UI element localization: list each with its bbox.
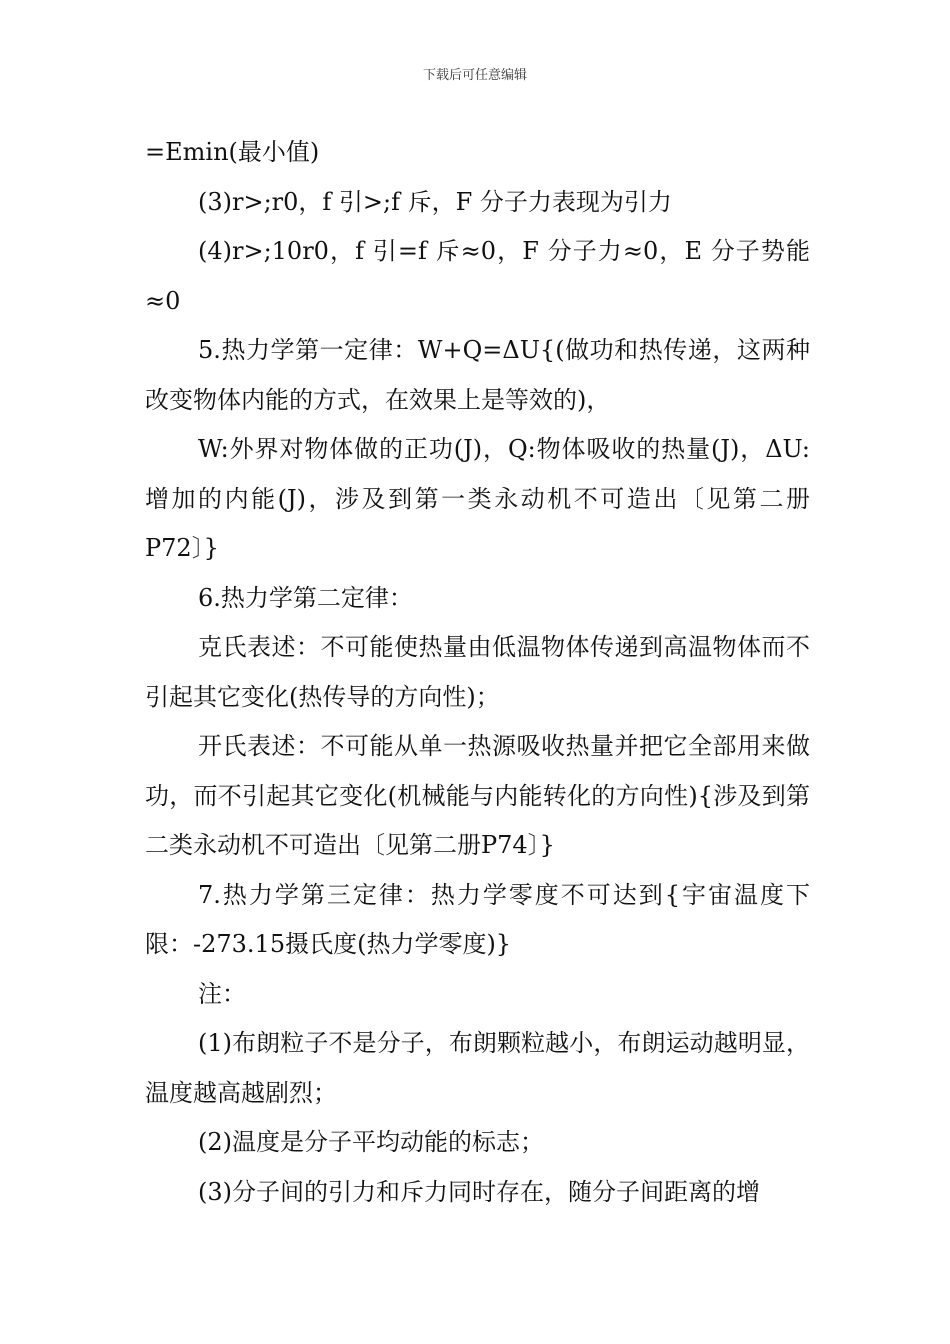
paragraph-note-1: (1)布朗粒子不是分子，布朗颗粒越小，布朗运动越明显，温度越高越剧烈；: [145, 1029, 810, 1107]
document-body: [145, 128, 810, 1217]
paragraph-item-3: (3)r>;r0，f 引>;f 斥，F 分子力表现为引力: [198, 187, 672, 216]
paragraph-item-4: (4)r>;10r0，f 引=f 斥≈0，F 分子力≈0，E 分子势能≈0: [145, 237, 810, 315]
paragraph-first-law: 5.热力学第一定律：W+Q=ΔU{(做功和热传递，这两种改变物体内能的方式，在效果上是等效的)，: [145, 336, 810, 414]
paragraph-kelvin-statement: 开氏表述：不可能从单一热源吸收热量并把它全部用来做功，而不引起其它变化(机械能与内能转化的方向性){涉及到第二类永动机不可造出〔见第二册P74〕}: [145, 732, 810, 859]
paragraph-third-law: 7.热力学第三定律：热力学零度不可达到{宇宙温度下限：-273.15摄氏度(热力学零度)}: [145, 880, 810, 958]
paragraph-second-law: 6.热力学第二定律：: [198, 583, 413, 612]
page-header: 下载后可任意编辑: [422, 68, 527, 83]
paragraph-note-3: (3)分子间的引力和斥力同时存在，随分子间距离的增: [198, 1177, 760, 1206]
paragraph-first-law-terms: W:外界对物体做的正功(J)，Q:物体吸收的热量(J)，ΔU:增加的内能(J)，涉及到第一类永动机不可造出〔见第二册P72〕}: [145, 435, 810, 562]
paragraph-emin: =Emin(最小值): [145, 138, 320, 166]
paragraph-clausius-statement: 克氏表述：不可能使热量由低温物体传递到高温物体而不引起其它变化(热传导的方向性)；: [145, 633, 810, 711]
paragraph-note-heading: 注：: [198, 979, 246, 1008]
paragraph-note-2: (2)温度是分子平均动能的标志；: [198, 1128, 544, 1156]
